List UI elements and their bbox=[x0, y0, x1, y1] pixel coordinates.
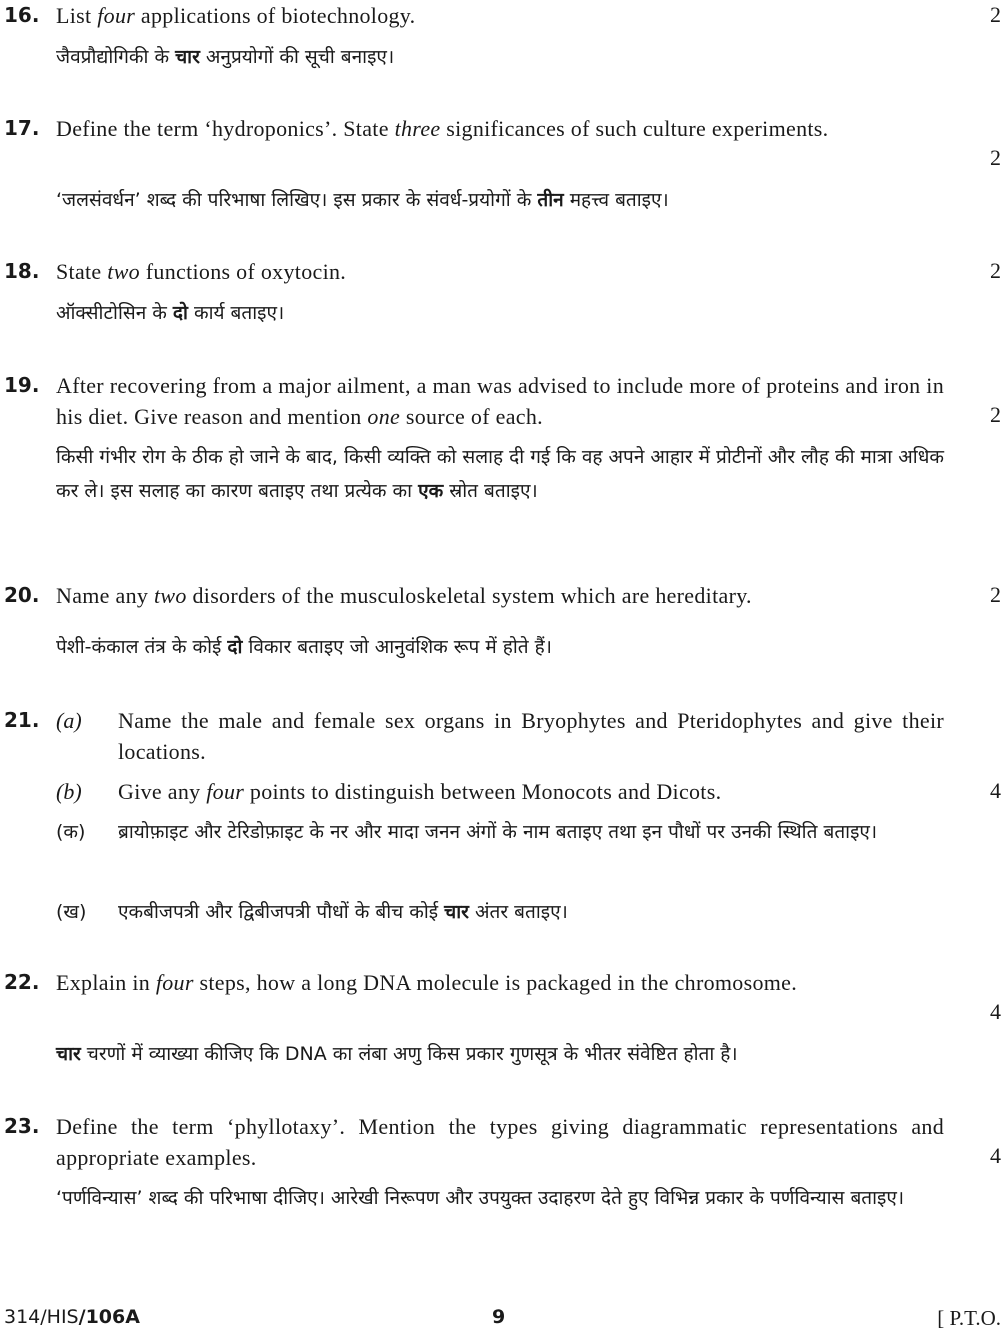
emphasis: two bbox=[154, 583, 187, 608]
question-number: 22. bbox=[4, 970, 40, 994]
emphasis: four bbox=[155, 970, 194, 995]
question-marks: 2 bbox=[990, 258, 1001, 283]
question-text-en: State two functions of oxytocin. bbox=[56, 259, 347, 284]
emphasis-bold: चार bbox=[56, 1043, 81, 1065]
question-text-hi: किसी गंभीर रोग के ठीक हो जाने के बाद, किसी व्यक्ति को सलाह दी गई कि वह अपने आहार में प्रोटीनों और लौह की मात्रा अधिक कर ले। इस सलाह का कारण बताइए तथा प्रत्येक का एक स्रोत बताइए। bbox=[56, 446, 944, 502]
part-label: (b) bbox=[56, 779, 82, 804]
question-text-hi: जैवप्रौद्योगिकी के चार अनुप्रयोगों की सूची बनाइए। bbox=[56, 46, 395, 68]
question-text-hi: चार चरणों में व्याख्या कीजिए कि DNA का लंबा अणु किस प्रकार गुणसूत्र के भीतर संवेष्टित होता है। bbox=[56, 1043, 738, 1065]
part-label: (a) bbox=[56, 708, 82, 733]
question-number: 23. bbox=[4, 1114, 40, 1138]
emphasis-bold: एक bbox=[418, 480, 444, 502]
question-text-hi: पेशी-कंकाल तंत्र के कोई दो विकार बताइए जो आनुवंशिक रूप में होते हैं। bbox=[56, 636, 552, 658]
question-marks: 4 bbox=[990, 1143, 1001, 1168]
question-text-hi: ‘जलसंवर्धन’ शब्द की परिभाषा लिखिए। इस प्रकार के संवर्ध-प्रयोगों के तीन महत्त्व बताइए। bbox=[56, 189, 669, 211]
part-text-hi: एकबीजपत्री और द्विबीजपत्री पौधों के बीच कोई चार अंतर बताइए। bbox=[118, 901, 568, 923]
question-marks: 2 bbox=[990, 582, 1001, 607]
question-text-en: List four applications of biotechnology. bbox=[56, 3, 416, 28]
question-text-en: Define the term ‘hydroponics’. State three significances of such culture experiments. bbox=[56, 116, 829, 141]
question-text-en: After recovering from a major ailment, a man was advised to include more of proteins and iron in his diet. Give reason and mention one source of each. bbox=[56, 373, 944, 429]
paper-code-prefix: 314/HIS bbox=[4, 1306, 79, 1328]
question-text-en: Name any two disorders of the musculoskeletal system which are hereditary. bbox=[56, 583, 752, 608]
part-text: Give any four points to distinguish between Monocots and Dicots. bbox=[118, 779, 722, 804]
question-text-hi: ऑक्सीटोसिन के दो कार्य बताइए। bbox=[56, 302, 285, 324]
question-number: 20. bbox=[4, 583, 40, 607]
page-footer bbox=[0, 1306, 1005, 1330]
emphasis: three bbox=[394, 116, 441, 141]
question-marks: 4 bbox=[990, 778, 1001, 803]
emphasis-bold: दो bbox=[227, 636, 243, 658]
question-number: 16. bbox=[4, 3, 40, 27]
question-marks: 4 bbox=[990, 999, 1001, 1024]
question-marks: 2 bbox=[990, 2, 1001, 27]
part-text: Name the male and female sex organs in Bryophytes and Pteridophytes and give their locations. bbox=[118, 708, 944, 764]
paper-code bbox=[4, 1306, 140, 1328]
emphasis-bold: दो bbox=[172, 302, 188, 324]
emphasis: one bbox=[367, 404, 401, 429]
question-marks: 2 bbox=[990, 402, 1001, 427]
emphasis-bold: तीन bbox=[537, 189, 564, 211]
question-number: 17. bbox=[4, 116, 40, 140]
question-text-en: Define the term ‘phyllotaxy’. Mention the types giving diagrammatic representations and appropriate examples. bbox=[56, 1114, 944, 1170]
part-text-hi: ब्रायोफ़ाइट और टेरिडोफ़ाइट के नर और मादा जनन अंगों के नाम बताइए तथा इन पौधों पर उनकी स्थिति बताइए। bbox=[118, 821, 878, 843]
part-label-hi: (ख) bbox=[56, 901, 87, 923]
question-number: 18. bbox=[4, 259, 40, 283]
emphasis-bold: चार bbox=[444, 901, 469, 923]
emphasis: two bbox=[107, 259, 140, 284]
question-number: 21. bbox=[4, 708, 40, 732]
question-marks: 2 bbox=[990, 145, 1001, 170]
emphasis: four bbox=[206, 779, 245, 804]
pto-marker: [ P.T.O. bbox=[937, 1306, 1001, 1330]
emphasis: four bbox=[97, 3, 136, 28]
question-number: 19. bbox=[4, 373, 40, 397]
paper-code-suffix: /106A bbox=[78, 1306, 140, 1328]
question-text-en: Explain in four steps, how a long DNA molecule is packaged in the chromosome. bbox=[56, 970, 798, 995]
page-number: 9 bbox=[492, 1306, 506, 1328]
part-label-hi: (क) bbox=[56, 821, 86, 843]
emphasis-bold: चार bbox=[175, 46, 200, 68]
question-text-hi: ‘पर्णविन्यास’ शब्द की परिभाषा दीजिए। आरेखी निरूपण और उपयुक्त उदाहरण देते हुए विभिन्न प्रकार के पर्णविन्यास बताइए। bbox=[56, 1187, 905, 1209]
